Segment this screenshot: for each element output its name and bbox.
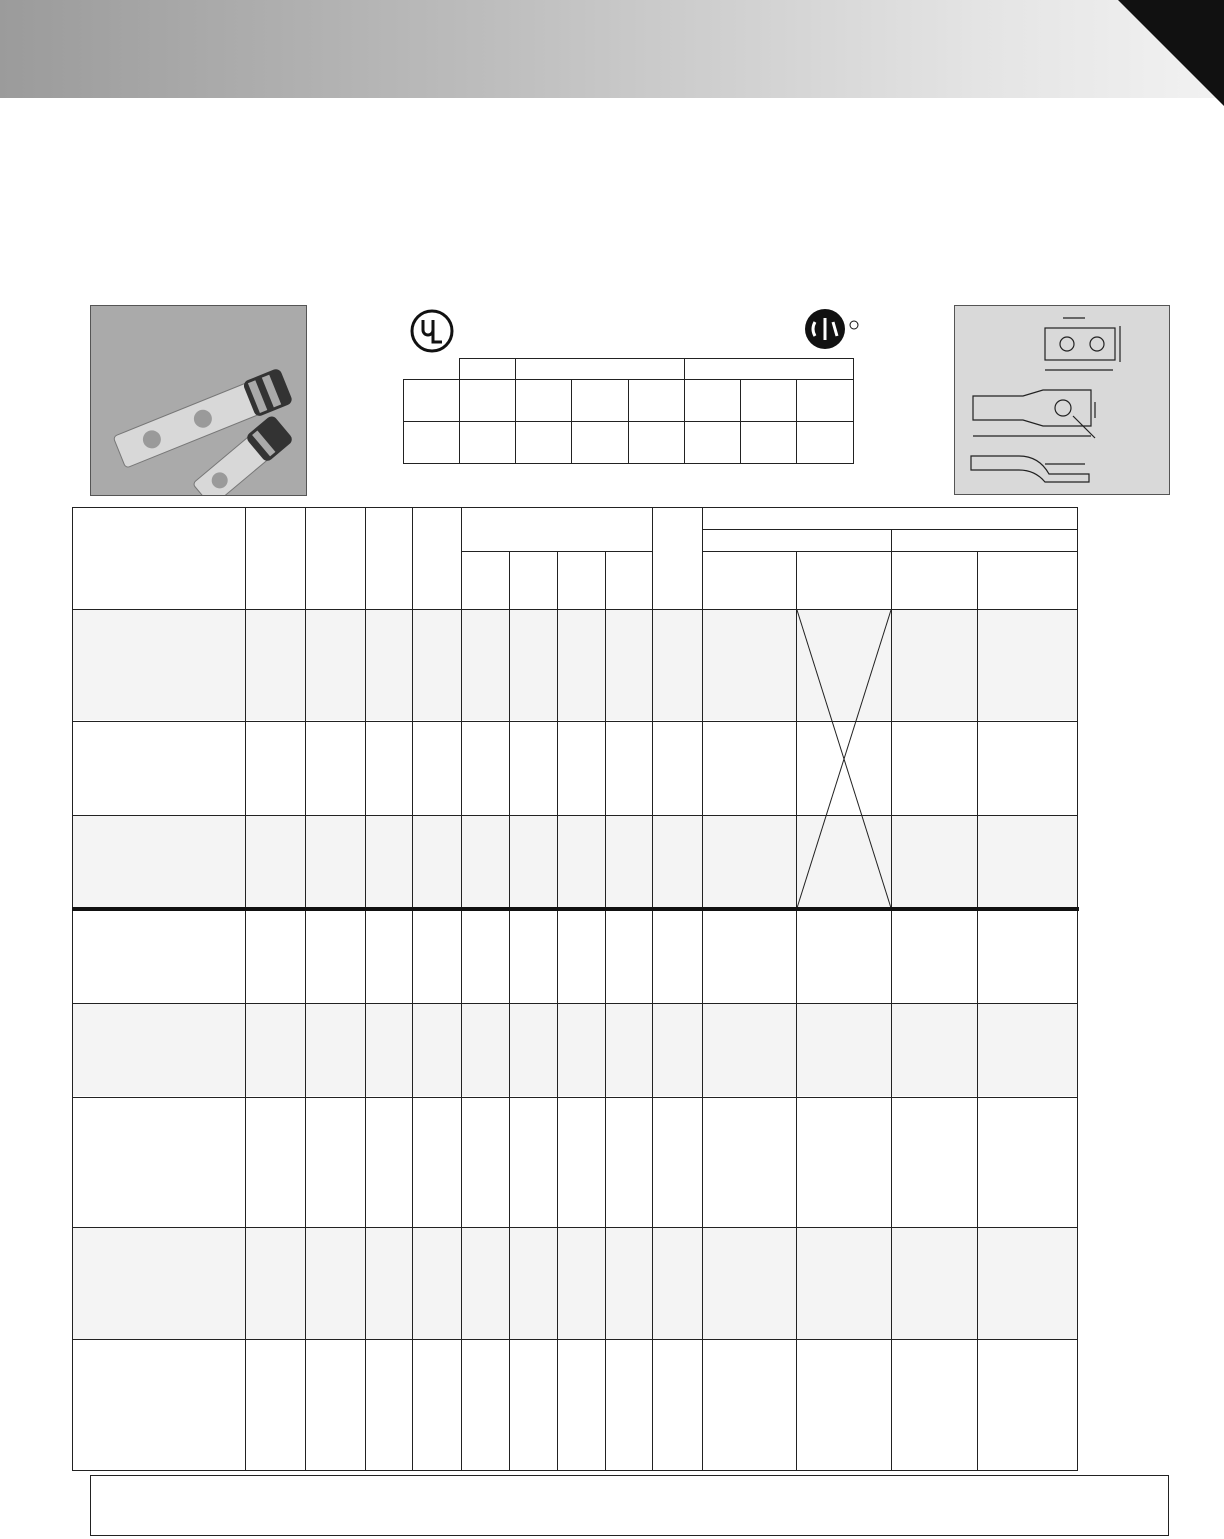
csa-mark-icon (803, 306, 861, 352)
lug-dimension-diagram-icon (954, 305, 1170, 495)
specification-table (72, 507, 1079, 1471)
header-corner-triangle (1118, 0, 1224, 106)
product-photo (90, 305, 307, 496)
footer-note-box (90, 1475, 1169, 1536)
header-band (0, 0, 1224, 98)
ul-mark-icon (409, 308, 455, 354)
certification-table (403, 358, 854, 464)
